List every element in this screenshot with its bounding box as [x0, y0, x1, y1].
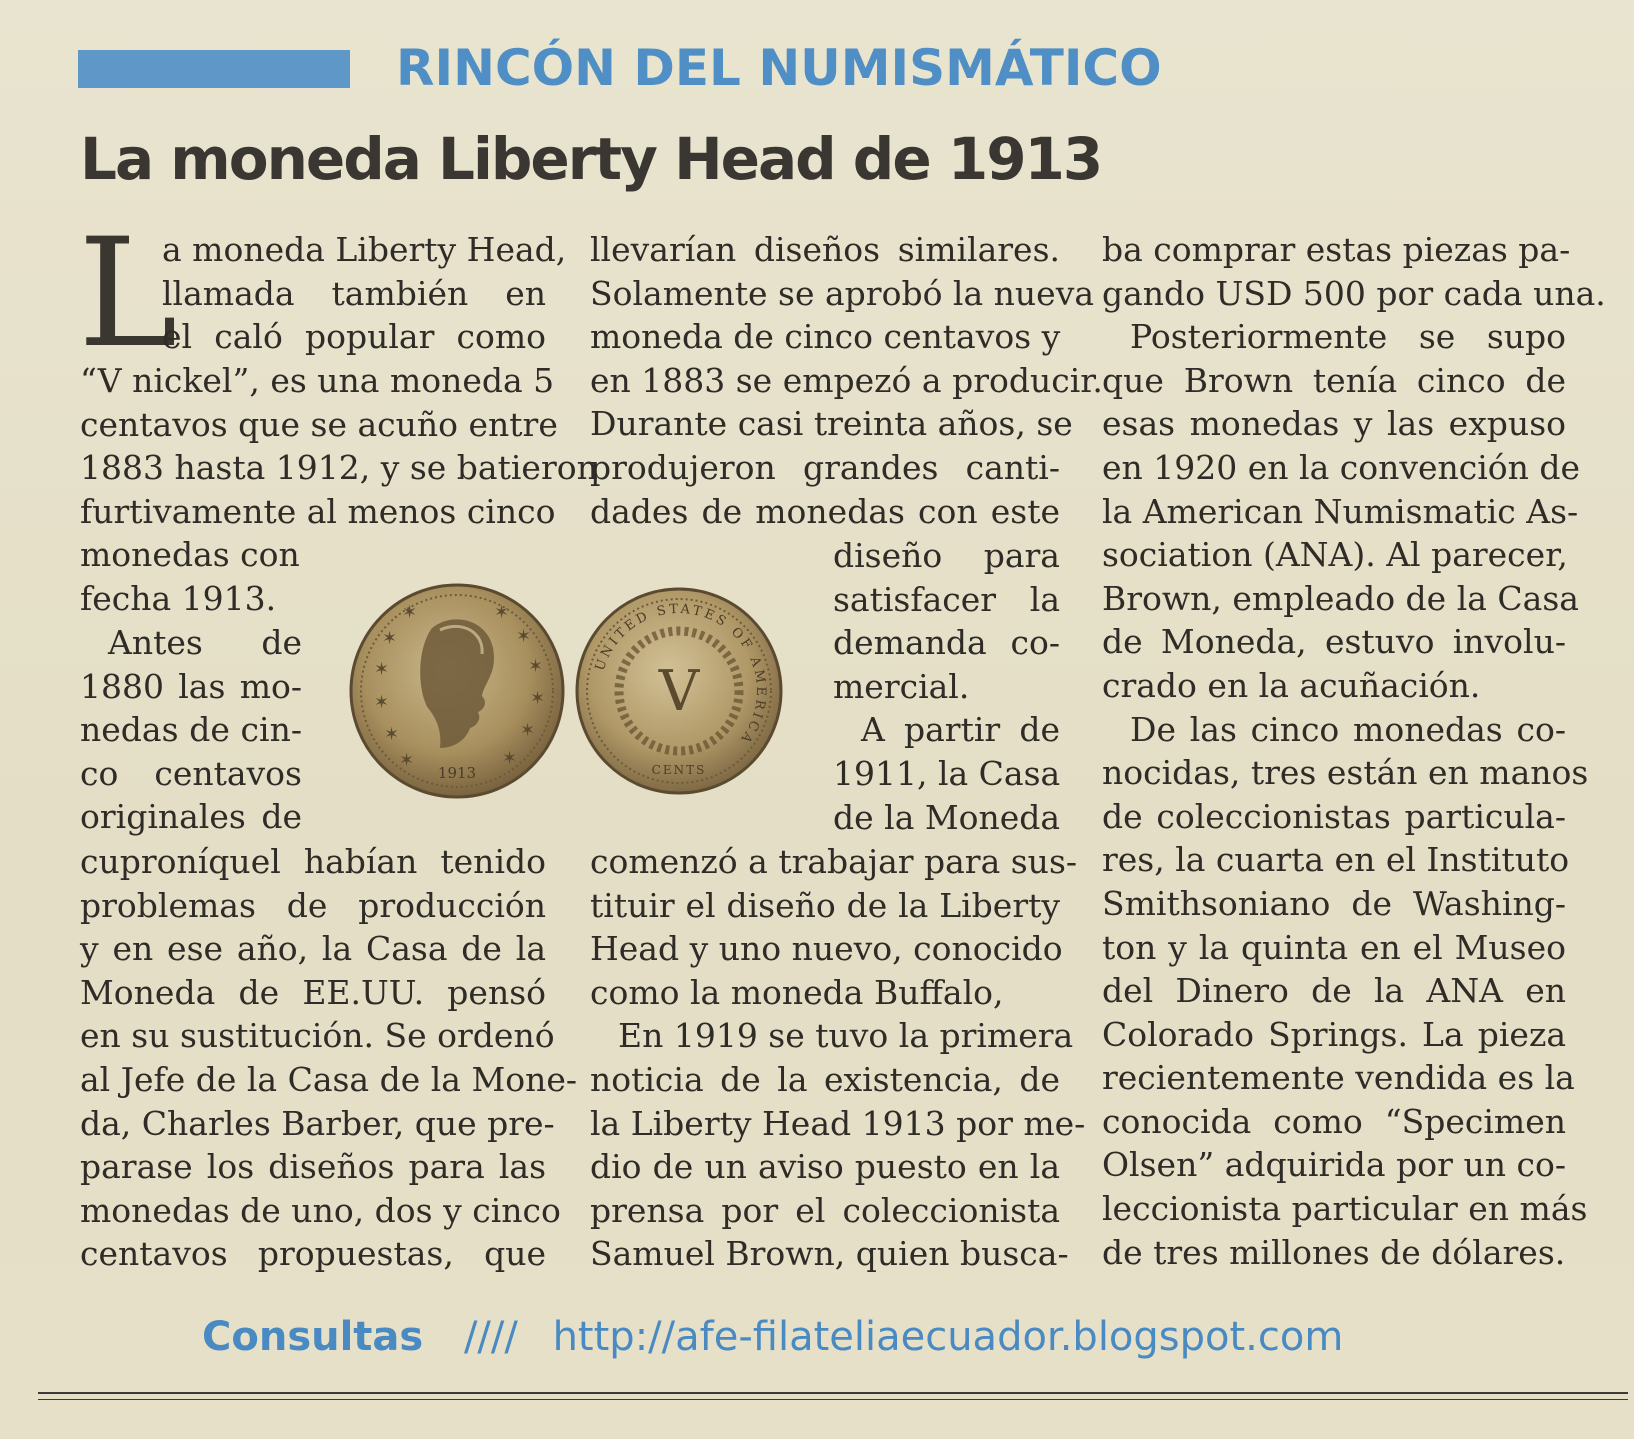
footer-separator: //// — [463, 1314, 518, 1360]
svg-text:✶: ✶ — [384, 724, 400, 745]
text-line: Olsen” adquirida por un co- — [1102, 1145, 1566, 1185]
section-color-bar — [78, 50, 350, 88]
svg-text:✶: ✶ — [516, 626, 532, 647]
svg-text:✶: ✶ — [382, 628, 398, 649]
svg-text:✶: ✶ — [374, 659, 390, 680]
col2-top-text — [590, 228, 1103, 533]
footer-rule-thin — [38, 1399, 1628, 1400]
text-line: del Dinero de la ANA en — [1102, 971, 1566, 1011]
text-line: Solamente se aprobó la nueva — [590, 273, 1095, 313]
footer-contact — [202, 1312, 1343, 1362]
text-line: y en ese año, la Casa de la — [80, 929, 546, 969]
svg-text:✶: ✶ — [530, 688, 546, 709]
text-line: centavos que se acuño entre — [80, 404, 558, 444]
footer-label: Consultas — [202, 1314, 424, 1360]
text-line: dades de monedas con este — [590, 491, 1060, 531]
text-line: co centavos — [80, 753, 302, 793]
svg-text:✶: ✶ — [528, 656, 544, 677]
text-line: Antes de — [108, 623, 302, 662]
text-line: en su sustitución. Se ordenó — [80, 1016, 555, 1056]
text-line: la American Numismatic As- — [1102, 491, 1579, 531]
text-line: produjeron grandes canti- — [590, 447, 1060, 487]
coin-letter: V — [658, 659, 700, 724]
text-line: A partir de — [861, 710, 1060, 750]
coin-obverse — [351, 585, 563, 797]
text-line: al Jefe de la Casa de la Mone- — [80, 1059, 578, 1099]
text-line: De las cinco monedas co- — [1130, 709, 1566, 749]
text-line: 1883 hasta 1912, y se batieron — [80, 448, 598, 488]
text-line: Moneda de EE.UU. pensó — [80, 972, 546, 1012]
text-line: centavos propuestas, que — [80, 1234, 546, 1274]
text-line: en 1920 en la convención de — [1102, 447, 1581, 487]
text-line: En 1919 se tuvo la primera — [618, 1016, 1074, 1056]
text-line: esas monedas y las expuso — [1102, 404, 1566, 444]
text-line: monedas con — [80, 535, 300, 575]
text-line: tituir el diseño de la Liberty — [590, 885, 1060, 925]
text-line: Smithsoniano de Washing- — [1102, 883, 1566, 923]
text-line: ton y la quinta en el Museo — [1102, 927, 1566, 967]
text-line: gando USD 500 por cada una. — [1102, 273, 1606, 313]
coin-date: 1913 — [437, 764, 477, 782]
footer-url[interactable]: http://afe-filateliaecuador.blogspot.com — [552, 1314, 1344, 1360]
text-line: prensa por el coleccionista — [590, 1190, 1060, 1230]
text-line: originales de — [80, 797, 302, 837]
text-line: de Moneda, estuvo involu- — [1102, 622, 1566, 662]
text-line: sociation (ANA). Al parecer, — [1102, 535, 1568, 575]
col2-bottom-text — [590, 840, 1086, 1276]
col1-top-text — [162, 228, 567, 359]
text-line: parase los diseños para las — [80, 1147, 546, 1187]
svg-text:✶: ✶ — [520, 720, 536, 741]
text-line: demanda co- — [833, 623, 1060, 663]
text-line: que Brown tenía cinco de — [1102, 360, 1566, 400]
text-line: en 1883 se empezó a producir. — [590, 360, 1103, 400]
text-line: da, Charles Barber, que pre- — [80, 1103, 555, 1143]
text-line: furtivamente al menos cinco — [80, 491, 556, 531]
text-line: el caló popular como — [162, 317, 546, 357]
text-line: nedas de cin- — [80, 710, 302, 750]
text-line: moneda de cinco centavos y — [590, 317, 1061, 357]
text-line: llevarían diseños similares. — [590, 230, 1060, 269]
text-line: Samuel Brown, quien busca- — [590, 1234, 1069, 1274]
text-line: 1911, la Casa — [833, 753, 1061, 793]
text-line: de tres millones de dólares. — [1102, 1232, 1566, 1272]
col1-bottom-text — [80, 840, 578, 1276]
text-line: problemas de producción — [80, 885, 546, 925]
text-line: Colorado Springs. La pieza — [1102, 1014, 1566, 1054]
text-line: Durante casi treinta años, se — [590, 404, 1073, 444]
text-line: “V nickel”, es una moneda 5 — [80, 361, 555, 400]
svg-text:✶: ✶ — [402, 602, 418, 623]
text-line: como la moneda Buffalo, — [590, 972, 1004, 1012]
text-line: cuproníquel habían tenido — [80, 842, 546, 881]
text-line: leccionista particular en más — [1102, 1189, 1588, 1229]
text-line: nocidas, tres están en manos — [1102, 753, 1589, 793]
text-line: la Liberty Head 1913 por me- — [590, 1103, 1086, 1143]
text-line: crado en la acuñación. — [1102, 665, 1481, 705]
coin-legend: UNITED STATES OF AMERICA — [592, 601, 769, 748]
text-line: 1880 las mo- — [80, 666, 302, 706]
text-line: comenzó a trabajar para sus- — [590, 842, 1078, 881]
drop-cap: L — [78, 207, 178, 381]
text-line: monedas de uno, dos y cinco — [80, 1190, 561, 1230]
text-line: noticia de la existencia, de — [590, 1059, 1060, 1099]
text-line: Brown, empleado de la Casa — [1102, 578, 1579, 618]
text-line: diseño para — [833, 536, 1060, 575]
text-line: recientemente vendida es la — [1102, 1058, 1575, 1098]
svg-text:✶: ✶ — [494, 602, 510, 623]
article-headline: La moneda Liberty Head de 1913 — [80, 125, 1102, 193]
text-line: de la Moneda — [833, 797, 1061, 837]
coin-denomination: CENTS — [651, 763, 707, 777]
text-line: Posteriormente se supo — [1130, 317, 1566, 357]
svg-text:✶: ✶ — [502, 748, 518, 769]
text-line: ba comprar estas piezas pa- — [1102, 230, 1571, 269]
text-line: mercial. — [833, 666, 970, 706]
svg-text:✶: ✶ — [399, 750, 415, 771]
coins-illustration — [344, 580, 804, 810]
text-line: satisfacer la — [833, 579, 1060, 619]
footer-rule — [38, 1392, 1628, 1394]
text-line: fecha 1913. — [80, 578, 277, 618]
text-line: dio de un aviso puesto en la — [590, 1147, 1060, 1187]
text-line: res, la cuarta en el Instituto — [1102, 840, 1570, 880]
col2-narrow-text — [833, 534, 1060, 839]
text-line: llamada también en — [162, 273, 546, 313]
text-line: de coleccionistas particula- — [1102, 796, 1566, 836]
text-line: conocida como “Specimen — [1102, 1101, 1566, 1141]
svg-text:✶: ✶ — [374, 692, 390, 713]
col3-text — [1102, 228, 1606, 1274]
text-line: a moneda Liberty Head, — [162, 230, 567, 269]
text-line: Head y uno nuevo, conocido — [590, 929, 1063, 969]
col1-narrow-text — [80, 621, 302, 839]
coin-reverse — [577, 589, 781, 793]
section-title: RINCÓN DEL NUMISMÁTICO — [396, 39, 1162, 97]
coin-pair-image — [344, 580, 804, 810]
